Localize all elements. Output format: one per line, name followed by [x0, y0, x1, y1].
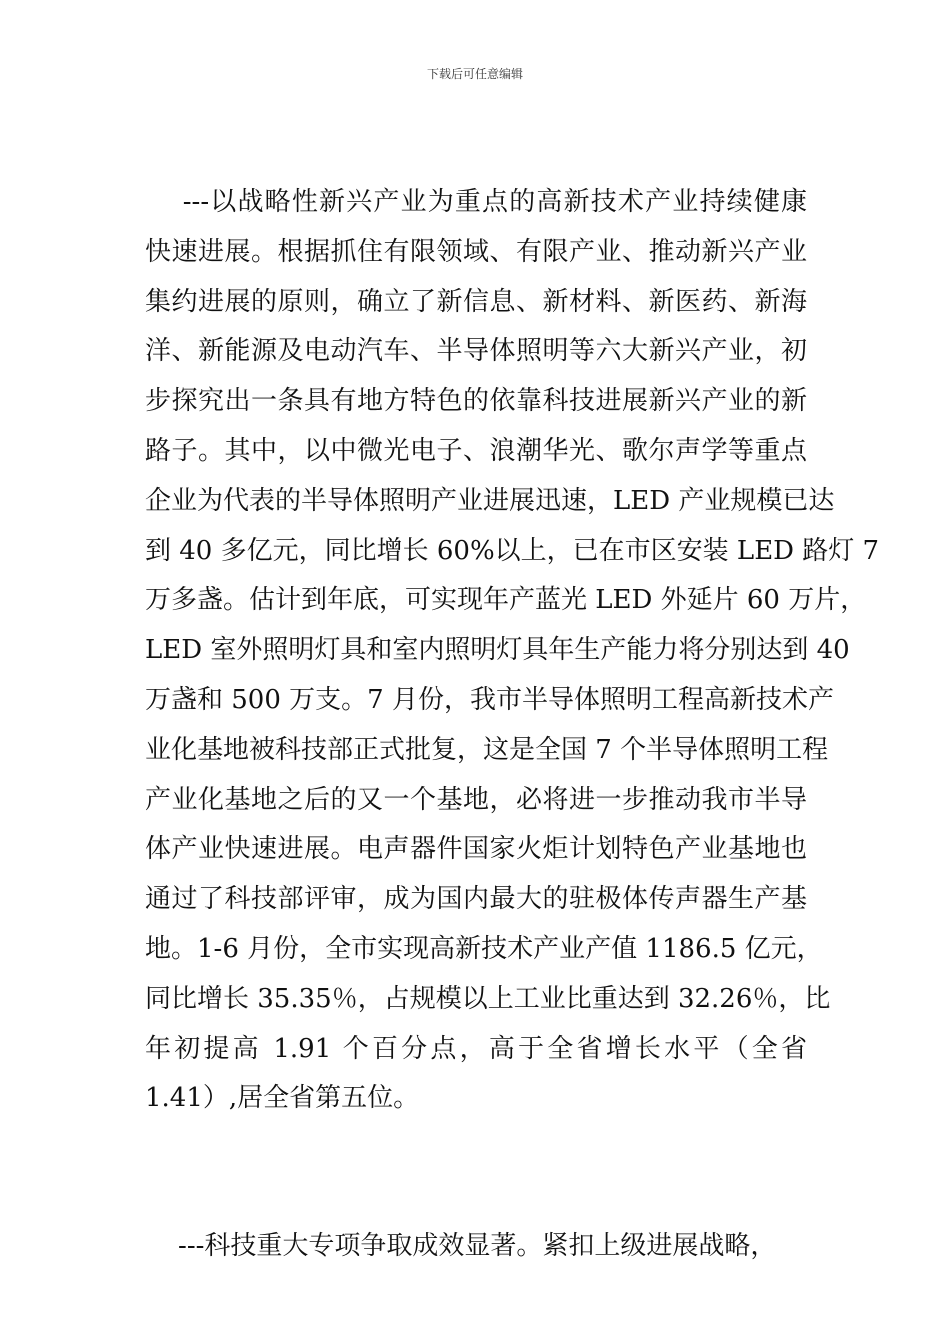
text-line: 洋、新能源及电动汽车、半导体照明等六大新兴产业，初	[145, 336, 807, 367]
text-line: 业化基地被科技部正式批复，这是全国 7 个半导体照明工程	[145, 734, 829, 765]
text-line: 万多盏。估计到年底，可实现年产蓝光 LED 外延片 60 万片，	[145, 585, 867, 616]
paragraph-spacer	[145, 1124, 807, 1222]
text-line: 通过了科技部评审，成为国内最大的驻极体传声器生产基	[145, 884, 807, 915]
text-line: 到 40 多亿元，同比增长 60%以上，已在市区安装 LED 路灯 7	[145, 535, 880, 566]
text-line: ---科技重大专项争取成效显著。紧扣上级进展战略，	[145, 1231, 777, 1262]
text-line: LED 室外照明灯具和室内照明灯具年生产能力将分别达到 40	[145, 635, 850, 666]
text-line: 产业化基地之后的又一个基地，必将进一步推动我市半导	[145, 784, 807, 815]
text-line: 步探究出一条具有地方特色的依靠科技进展新兴产业的新	[145, 386, 807, 417]
paragraph-major-projects	[145, 1222, 807, 1272]
text-line: 地。1-6 月份，全市实现高新技术产业产值 1186.5 亿元，	[145, 933, 823, 964]
text-line: 万盏和 500 万支。7 月份，我市半导体照明工程高新技术产	[145, 684, 834, 715]
paragraph-high-tech-industry	[145, 178, 880, 1124]
text-line: 1.41）,居全省第五位。	[145, 1083, 420, 1114]
text-line: 同比增长 35.35％，占规模以上工业比重达到 32.26％，比	[145, 983, 831, 1014]
text-line: 企业为代表的半导体照明产业进展迅速，LED 产业规模已达	[145, 485, 835, 516]
text-line: 快速进展。根据抓住有限领域、有限产业、推动新兴产业	[145, 236, 807, 267]
text-line: ---以战略性新兴产业为重点的高新技术产业持续健康	[145, 187, 807, 217]
text-line: 集约进展的原则，确立了新信息、新材料、新医药、新海	[145, 286, 807, 317]
text-line: 年初提高 1.91 个百分点，高于全省增长水平（全省	[145, 1033, 807, 1064]
document-body	[145, 178, 880, 1272]
page-header: 下载后可任意编辑	[426, 67, 523, 81]
text-line: 体产业快速进展。电声器件国家火炬计划特色产业基地也	[145, 834, 807, 865]
text-line: 路子。其中，以中微光电子、浪潮华光、歌尔声学等重点	[145, 435, 807, 466]
